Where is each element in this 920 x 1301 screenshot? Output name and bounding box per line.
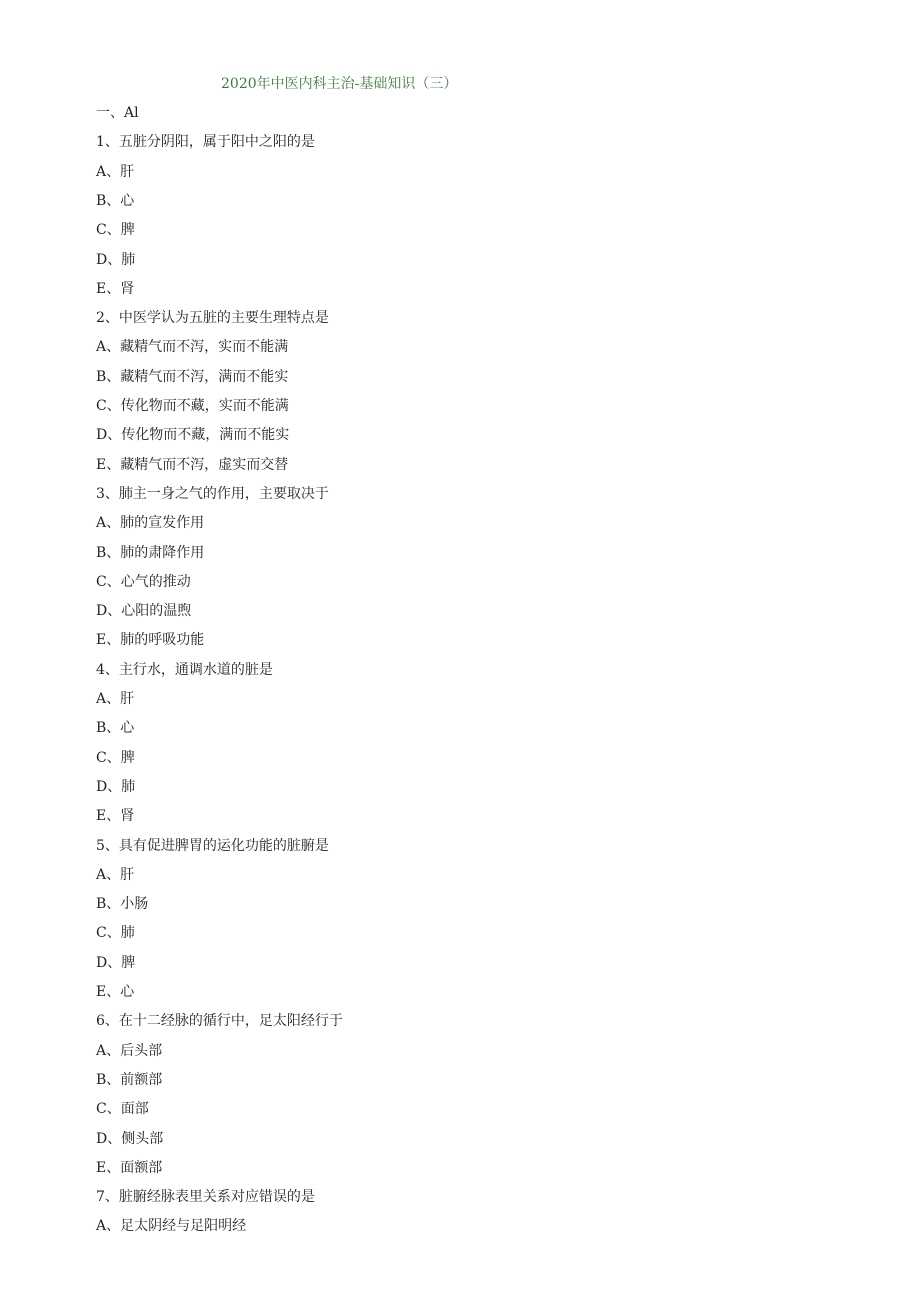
option-line: E、心: [96, 984, 135, 1000]
option-line: D、肺: [96, 778, 136, 795]
option-line: B、前额部: [96, 1071, 163, 1088]
question-line: 2、中医学认为五脏的主要生理特点是: [96, 310, 329, 327]
section-heading: 一、Al: [96, 105, 139, 121]
option-line: C、传化物而不藏，实而不能满: [96, 398, 289, 414]
option-line: D、侧头部: [96, 1130, 164, 1147]
question-line: 3、肺主一身之气的作用，主要取决于: [96, 485, 329, 502]
question-line: 7、脏腑经脉表里关系对应错误的是: [96, 1189, 315, 1206]
option-line: E、肺的呼吸功能: [96, 632, 205, 649]
option-line: B、小肠: [96, 896, 149, 913]
option-line: E、面额部: [96, 1159, 163, 1176]
option-line: A、肺的宣发作用: [96, 515, 205, 532]
option-line: D、心阳的温煦: [96, 603, 192, 620]
question-line: 6、在十二经脉的循行中，足太阳经行于: [96, 1013, 343, 1030]
option-line: A、肝: [96, 691, 135, 707]
option-line: A、肝: [96, 163, 135, 180]
option-line: B、心: [96, 720, 135, 737]
option-line: D、传化物而不藏，满而不能实: [96, 427, 290, 444]
option-line: C、脾: [96, 222, 135, 239]
question-line: 5、具有促进脾胃的运化功能的脏腑是: [96, 837, 329, 854]
option-line: A、后头部: [96, 1042, 163, 1059]
option-line: B、心: [96, 192, 135, 209]
option-line: E、藏精气而不泻，虚实而交替: [96, 456, 289, 473]
option-line: C、面部: [96, 1101, 149, 1118]
option-line: E、肾: [96, 280, 135, 297]
option-line: C、心气的推动: [96, 573, 191, 590]
option-line: D、肺: [96, 251, 136, 268]
option-line: A、足太阴经与足阳明经: [96, 1218, 247, 1235]
option-line: E、肾: [96, 808, 135, 825]
option-line: B、肺的肃降作用: [96, 544, 205, 561]
option-line: B、藏精气而不泻，满而不能实: [96, 368, 289, 385]
option-line: C、肺: [96, 925, 135, 942]
option-line: A、藏精气而不泻，实而不能满: [96, 339, 289, 356]
question-line: 4、主行水，通调水道的脏是: [96, 661, 273, 678]
option-line: A、肝: [96, 866, 135, 883]
question-line: 1、五脏分阴阳，属于阳中之阳的是: [96, 134, 315, 151]
option-line: D、脾: [96, 954, 136, 971]
page-title: 2020年中医内科主治-基础知识（三）: [221, 76, 458, 92]
option-line: C、脾: [96, 749, 135, 766]
